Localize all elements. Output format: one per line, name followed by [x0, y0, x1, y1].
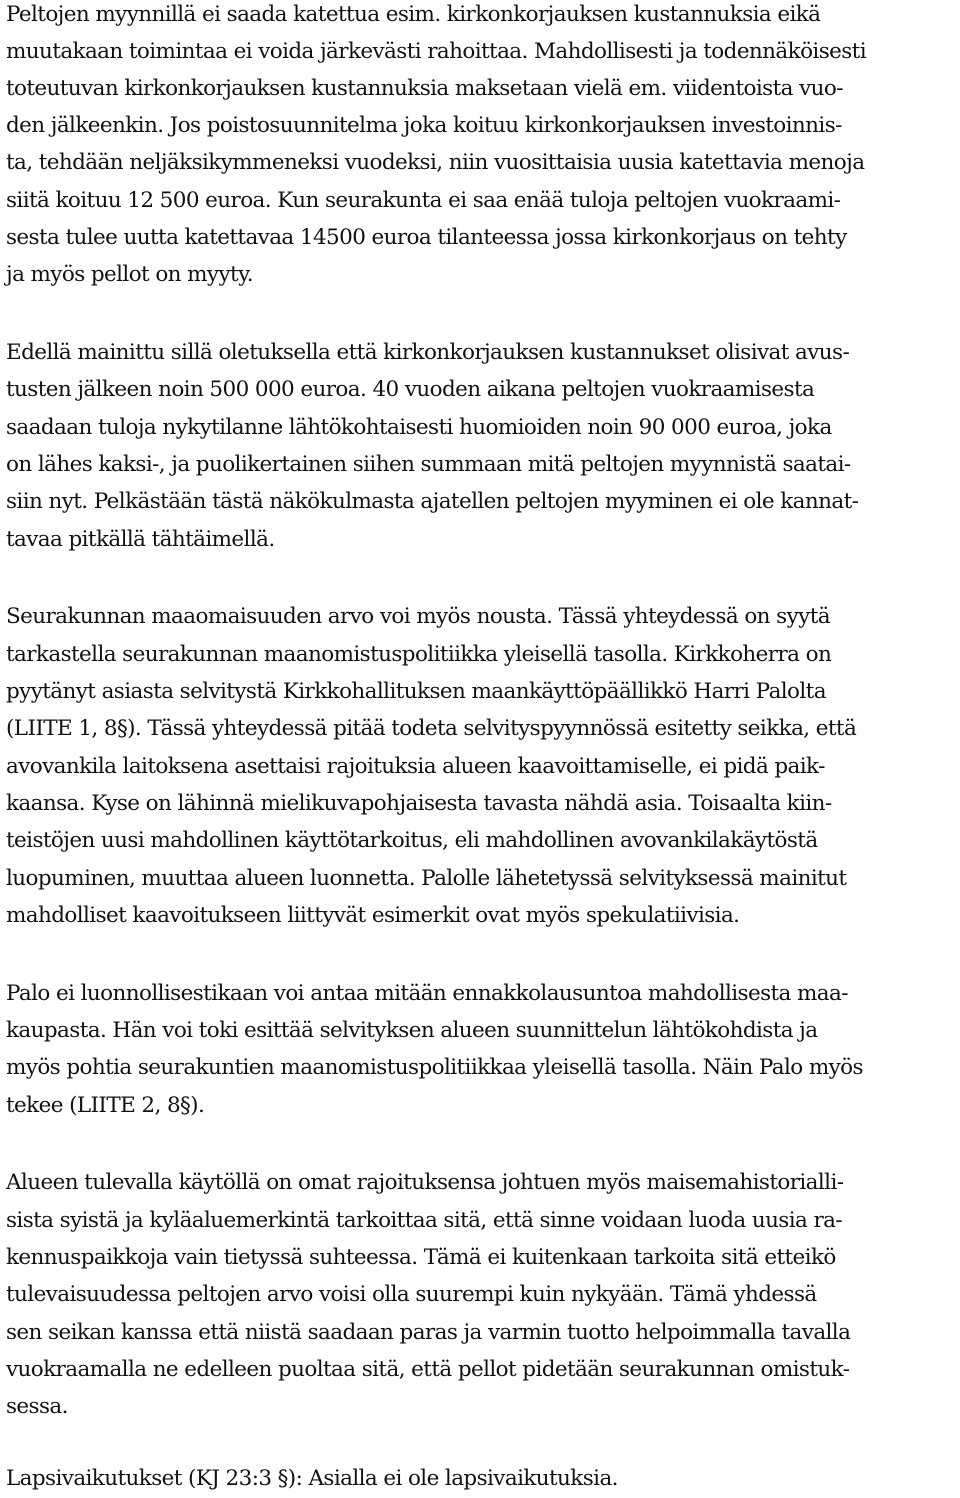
text-line: mahdolliset kaavoitukseen liittyvät esimerkit ovat myös spekulatiivisia.	[6, 903, 740, 928]
text-line: toteutuvan kirkonkorjauksen kustannuksia maksetaan vielä em. viidentoista vuo-	[6, 76, 843, 101]
text-line: sista syistä ja kyläaluemerkintä tarkoittaa sitä, että sinne voidaan luoda uusia ra-	[6, 1208, 843, 1233]
text-line: kaupasta. Hän voi toki esittää selvityksen alueen suunnittelun lähtökohdista ja	[6, 1018, 818, 1043]
text-line: tavaa pitkällä tähtäimellä.	[6, 527, 275, 552]
text-line: Seurakunnan maaomaisuuden arvo voi myös nousta. Tässä yhteydessä on syytä	[6, 604, 830, 629]
text-line: Alueen tulevalla käytöllä on omat rajoituksensa johtuen myös maisemahistorialli-	[6, 1170, 844, 1195]
text-line: tulevaisuudessa peltojen arvo voisi olla suurempi kuin nykyään. Tämä yhdessä	[6, 1282, 817, 1307]
text-line: avovankila laitoksena asettaisi rajoituksia alueen kaavoittamiselle, ei pidä paik-	[6, 754, 825, 779]
text-line: tekee (LIITE 2, 8§).	[6, 1093, 205, 1118]
text-line: saadaan tuloja nykytilanne lähtökohtaisesti huomioiden noin 90 000 euroa, joka	[6, 415, 832, 440]
text-line: muutakaan toimintaa ei voida järkevästi rahoittaa. Mahdollisesti ja todennäköisesti	[6, 39, 867, 64]
text-line: teistöjen uusi mahdollinen käyttötarkoitus, eli mahdollinen avovankilakäytöstä	[6, 828, 818, 853]
text-line: Peltojen myynnillä ei saada katettua esim. kirkonkorjauksen kustannuksia eikä	[6, 2, 821, 27]
text-line: sessa.	[6, 1394, 68, 1419]
text-line: ta, tehdään neljäksikymmeneksi vuodeksi, niin vuosittaisia uusia katettavia menoja	[6, 150, 865, 175]
text-line: luopuminen, muuttaa alueen luonnetta. Palolle lähetetyssä selvityksessä mainitut	[6, 866, 847, 891]
text-line: sen seikan kanssa että niistä saadaan paras ja varmin tuotto helpoimmalla tavalla	[6, 1320, 851, 1345]
text-line: sesta tulee uutta katettavaa 14500 euroa tilanteessa jossa kirkonkorjaus on tehty	[6, 225, 847, 250]
text-line: ja myös pellot on myyty.	[6, 262, 253, 287]
text-line: Palo ei luonnollisestikaan voi antaa mitään ennakkolausuntoa mahdollisesta maa-	[6, 981, 848, 1006]
text-line: myös pohtia seurakuntien maanomistuspolitiikkaa yleisellä tasolla. Näin Palo myös	[6, 1055, 863, 1080]
text-line: tarkastella seurakunnan maanomistuspolitiikka yleisellä tasolla. Kirkkoherra on	[6, 642, 832, 667]
text-line: vuokraamalla ne edelleen puoltaa sitä, että pellot pidetään seurakunnan omistuk-	[6, 1357, 850, 1382]
text-line: kennuspaikkoja vain tietyssä suhteessa. Tämä ei kuitenkaan tarkoita sitä etteikö	[6, 1245, 836, 1270]
text-line: (LIITE 1, 8§). Tässä yhteydessä pitää todeta selvityspyynnössä esitetty seikka, että	[6, 716, 857, 741]
text-line: pyytänyt asiasta selvitystä Kirkkohallituksen maankäyttöpäällikkö Harri Palolta	[6, 679, 826, 704]
text-line: den jälkeenkin. Jos poistosuunnitelma joka koituu kirkonkorjauksen investoinnis-	[6, 113, 842, 138]
text-line: tusten jälkeen noin 500 000 euroa. 40 vuoden aikana peltojen vuokraamisesta	[6, 377, 815, 402]
text-line: on lähes kaksi-, ja puolikertainen siihen summaan mitä peltojen myynnistä saatai-	[6, 452, 851, 477]
text-line: Edellä mainittu sillä oletuksella että kirkonkorjauksen kustannukset olisivat avus-	[6, 340, 850, 365]
text-line: Lapsivaikutukset (KJ 23:3 §): Asialla ei ole lapsivaikutuksia.	[6, 1466, 618, 1491]
text-line: kaansa. Kyse on lähinnä mielikuvapohjaisesta tavasta nähdä asia. Toisaalta kiin-	[6, 791, 832, 816]
text-line: siitä koituu 12 500 euroa. Kun seurakunta ei saa enää tuloja peltojen vuokraami-	[6, 188, 841, 213]
text-line: siin nyt. Pelkästään tästä näkökulmasta ajatellen peltojen myyminen ei ole kannat-	[6, 489, 859, 514]
